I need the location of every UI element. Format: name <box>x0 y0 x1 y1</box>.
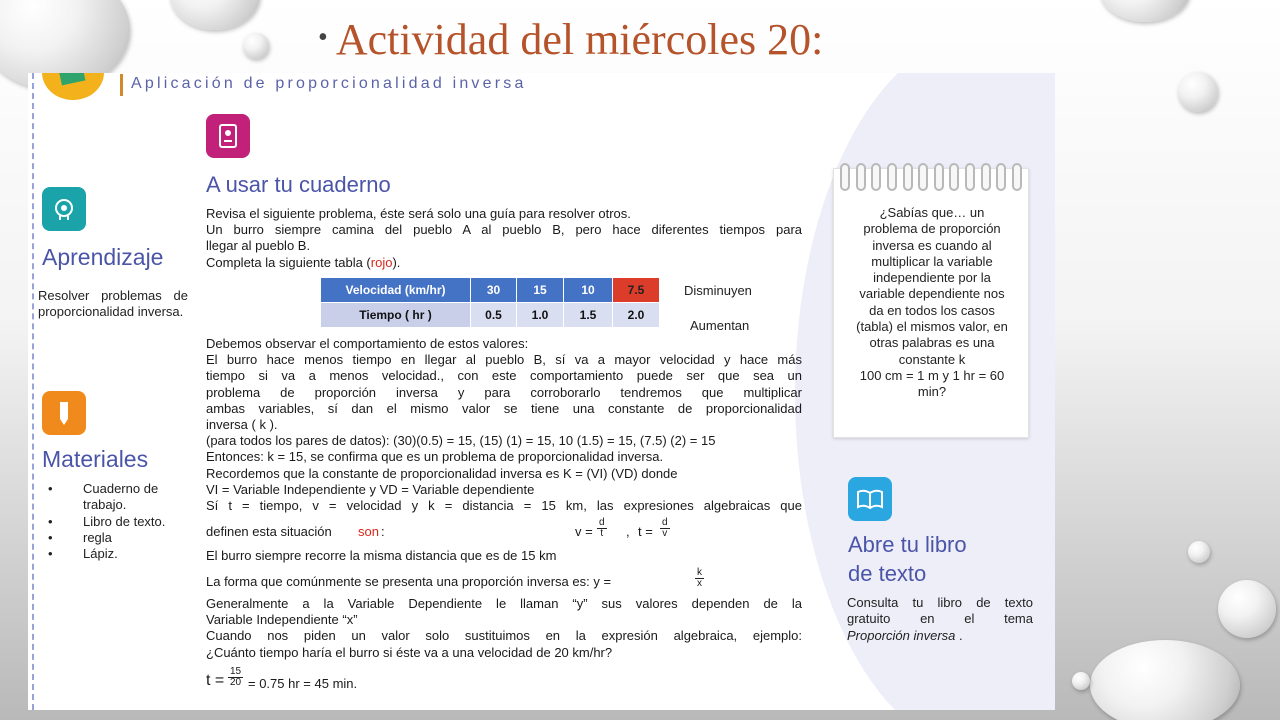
forma-line: La forma que comúnmente se presenta una proporción inversa es: y = $\frac{k}{x}$ <box>206 567 702 589</box>
slide-title-text: Actividad del miércoles 20: <box>335 15 824 64</box>
table-cell: 1.5 <box>564 303 613 328</box>
water-drop-decoration <box>1100 0 1190 22</box>
aprendizaje-text: Resolver problemas de proporcionalidad inversa. <box>38 288 188 319</box>
note-text: ¿Sabías que… un problema de proporción inversa es cuando al multiplicar la variable independiente por la variable dependiente nos da en todos los casos (tabla) el mismos valor, en otras palabras es una constante k 100 cm = 1 m y 1 hr = 60 min? <box>856 205 1008 400</box>
table-cell: Velocidad (km/hr) <box>321 278 471 303</box>
closing-text: Generalmente a la Variable Dependiente le llaman “y” sus valores dependen de la Variable Independiente “x” Cuando nos piden un valor solo sustituimos en la expresión algebraica, ejemplo: ¿Cuánto tiempo haría el burro si éste va a una velocidad de 20 km/hr? <box>206 596 802 660</box>
data-table <box>320 277 660 328</box>
water-drop-decoration <box>1090 640 1240 720</box>
dashed-guide-line <box>32 73 34 710</box>
libro-text: Consulta tu libro de texto gratuito en el tema Proporción inversa . <box>847 595 1033 643</box>
distance-line: El burro siempre recorre la misma distancia que es de 15 km <box>206 548 557 563</box>
table-cell: 15 <box>517 278 564 303</box>
intro-text: Revisa el siguiente problema, éste será solo una guía para resolver otros. Un burro siempre camina del pueblo A al pueblo B, pero hace diferentes tiempos para llegar al pueblo B. Completa la siguiente tabla (rojo). <box>206 206 802 270</box>
table-cell: Tiempo ( hr ) <box>321 303 471 328</box>
table-cell: 10 <box>564 278 613 303</box>
table-row <box>321 278 660 303</box>
table-cell: 30 <box>471 278 517 303</box>
spiral-rings <box>840 163 1022 197</box>
worksheet-panel <box>28 73 1055 710</box>
aumentan-label: Aumentan <box>690 318 750 333</box>
title-bullet: • <box>318 22 328 53</box>
libro-title: Abre tu libro de texto <box>848 532 967 586</box>
result-line: t = $\frac{15}{20}$ = 0.75 hr = 45 min. <box>206 666 358 691</box>
water-drop-decoration <box>1188 541 1210 563</box>
table-cell: 7.5 <box>613 278 660 303</box>
materiales-list <box>48 481 183 562</box>
table-row <box>321 303 660 328</box>
list-item: • Cuaderno de trabajo. <box>48 481 159 513</box>
pencil-icon <box>42 391 86 435</box>
list-item: • Libro de texto. <box>48 513 166 529</box>
section-header: Aplicación de proporcionalidad inversa <box>120 74 527 96</box>
list-item: • Lápiz. <box>48 546 118 562</box>
water-drop-decoration <box>170 0 260 30</box>
brain-icon <box>42 187 86 231</box>
did-you-know-note <box>833 168 1029 438</box>
water-drop-decoration <box>243 33 269 59</box>
water-drop-decoration <box>1072 672 1090 690</box>
explanation-text: Debemos observar el comportamiento de estos valores: El burro hace menos tiempo en llegar al pueblo B, sí va a mayor velocidad y hace más tiempo si va a menos velocidad., con este comportamiento puede ser que sea un problema de proporción inversa y para corroborarlo tendremos que multiplicar ambas variables, sí dan el mismo valor se tiene una constante de proporcionalidad inversa ( k ). (para todos los pares de datos): (30)(0.5) = 15, (15) (1) = 15, 10 (1.5) = 15, (7.5) (2) = 15 Entonces: k = 15, se confirma que es un problema de proporcionalidad inversa. Recordemos que la constante de proporcionalidad inversa es K = (VI) (VD) donde VI = Variable Independiente y VD = Variable dependiente Sí t = tiempo, v = velocidad y k = distancia = 15 km, las expresiones algebraicas que <box>206 336 802 514</box>
aprendizaje-title: Aprendizaje <box>42 244 164 270</box>
list-item: • regla <box>48 529 112 545</box>
main-title: A usar tu cuaderno <box>206 172 391 197</box>
materiales-title: Materiales <box>42 446 149 472</box>
logo-icon <box>42 73 104 100</box>
slide-title <box>318 14 823 65</box>
table-cell: 2.0 <box>613 303 660 328</box>
water-drop-decoration <box>1178 72 1218 112</box>
equations-line: definen esta situación son : v = $\frac{d}{t}$ , t = $\frac{d}{v}$ <box>206 517 668 539</box>
table-cell: 0.5 <box>471 303 517 328</box>
water-drop-decoration <box>1218 580 1276 638</box>
book-icon <box>848 477 892 521</box>
notebook-icon <box>206 114 250 158</box>
table-cell: 1.0 <box>517 303 564 328</box>
disminuyen-label: Disminuyen <box>684 283 752 298</box>
